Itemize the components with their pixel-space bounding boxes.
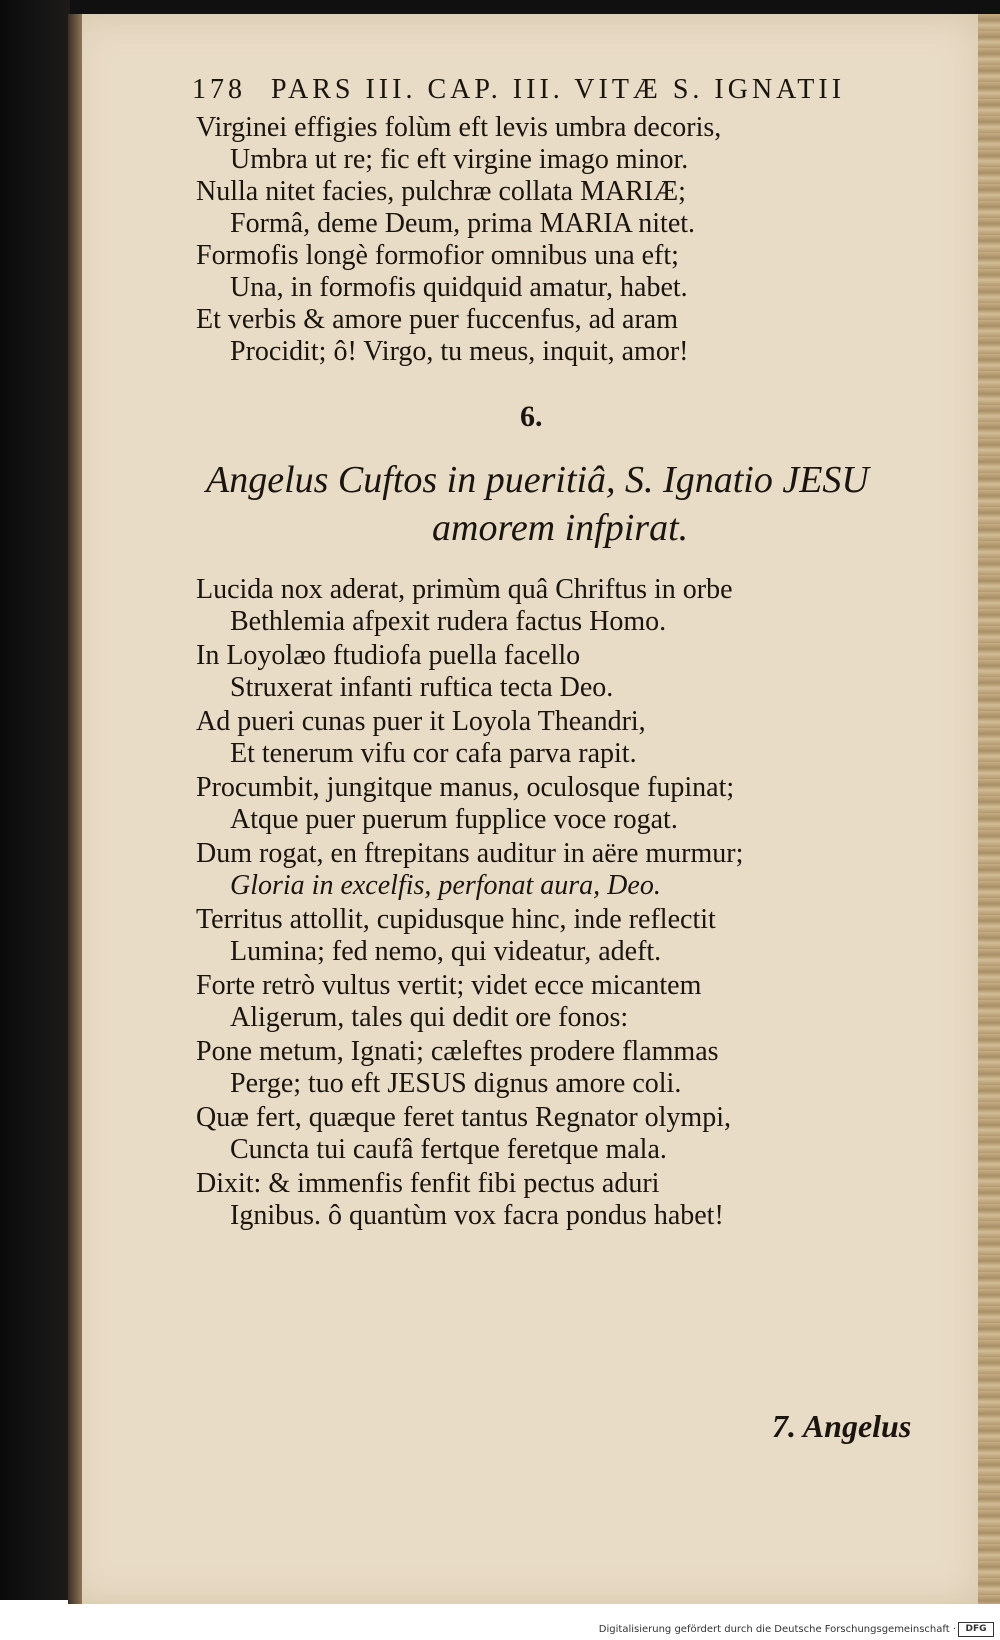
verse-line: Atque puer puerum fupplice voce rogat. bbox=[230, 804, 678, 835]
running-header bbox=[192, 74, 932, 106]
dfg-logo: DFG bbox=[958, 1622, 994, 1637]
verse-line: Territus attollit, cupidusque hinc, inde reflectit bbox=[196, 904, 716, 935]
verse-line: In Loyolæo ftudiofa puella facello bbox=[196, 640, 581, 671]
verse-line: Nulla nitet facies, pulchræ collata MARIÆ; bbox=[196, 176, 686, 207]
verse-line: Aligerum, tales qui dedit ore fonos: bbox=[230, 1002, 629, 1033]
section-number: 6. bbox=[520, 400, 543, 433]
verse-line: Formâ, deme Deum, prima MARIA nitet. bbox=[230, 208, 696, 239]
verse-line: Procidit; ô! Virgo, tu meus, inquit, amor! bbox=[230, 336, 689, 367]
verse-line: Procumbit, jungitque manus, oculosque fupinat; bbox=[196, 772, 735, 803]
verse-line: Lucida nox aderat, primùm quâ Chriftus in orbe bbox=[196, 574, 733, 605]
verse-line: Forte retrò vultus vertit; videt ecce micantem bbox=[196, 970, 702, 1001]
verse-line: Perge; tuo eft JESUS dignus amore coli. bbox=[230, 1068, 682, 1099]
scan-background-left bbox=[0, 0, 70, 1600]
verse-line: Una, in formofis quidquid amatur, habet. bbox=[230, 272, 688, 303]
verse-line: Gloria in excelfis, perfonat aura, Deo. bbox=[230, 870, 661, 901]
verse-line: Bethlemia afpexit rudera factus Homo. bbox=[230, 606, 667, 637]
running-title: PARS III. CAP. III. VITÆ S. IGNATII bbox=[271, 74, 846, 105]
page-binding-edge bbox=[68, 14, 82, 1606]
verse-line: Ignibus. ô quantùm vox facra pondus habet! bbox=[230, 1200, 724, 1231]
verse-line: Et tenerum vifu cor cafa parva rapit. bbox=[230, 738, 637, 769]
verse-line: Quæ fert, quæque feret tantus Regnator olympi, bbox=[196, 1102, 731, 1133]
verse-line: Umbra ut re; fic eft virgine imago minor. bbox=[230, 144, 689, 175]
verse-line: Ad pueri cunas puer it Loyola Theandri, bbox=[196, 706, 646, 737]
verse-line: Dum rogat, en ftrepitans auditur in aëre murmur; bbox=[196, 838, 744, 869]
verse-line: Dixit: & immenfis fenfit fibi pectus aduri bbox=[196, 1168, 660, 1199]
verse-line: Struxerat infanti ruftica tecta Deo. bbox=[230, 672, 614, 703]
verse-line: Cuncta tui caufâ fertque feretque mala. bbox=[230, 1134, 667, 1165]
verse-line: Lumina; fed nemo, qui videatur, adeft. bbox=[230, 936, 662, 967]
section-title-line-1: Angelus Cuftos in pueritiâ, S. Ignatio JESU bbox=[206, 459, 869, 501]
section-title-line-2: amorem infpirat. bbox=[432, 507, 689, 549]
verse-line: Virginei effigies folùm eft levis umbra decoris, bbox=[196, 112, 722, 143]
verse-line: Formofis longè formofior omnibus una eft; bbox=[196, 240, 679, 271]
verse-line: Et verbis & amore puer fuccenfus, ad aram bbox=[196, 304, 679, 335]
page-fore-edge bbox=[978, 14, 1000, 1606]
catchword: 7. Angelus bbox=[772, 1408, 912, 1444]
page-number: 178 bbox=[192, 74, 246, 105]
verse-line: Pone metum, Ignati; cæleftes prodere flammas bbox=[196, 1036, 719, 1067]
digitization-credit: Digitalisierung gefördert durch die Deutsche Forschungsgemeinschaft · bbox=[598, 1624, 956, 1635]
